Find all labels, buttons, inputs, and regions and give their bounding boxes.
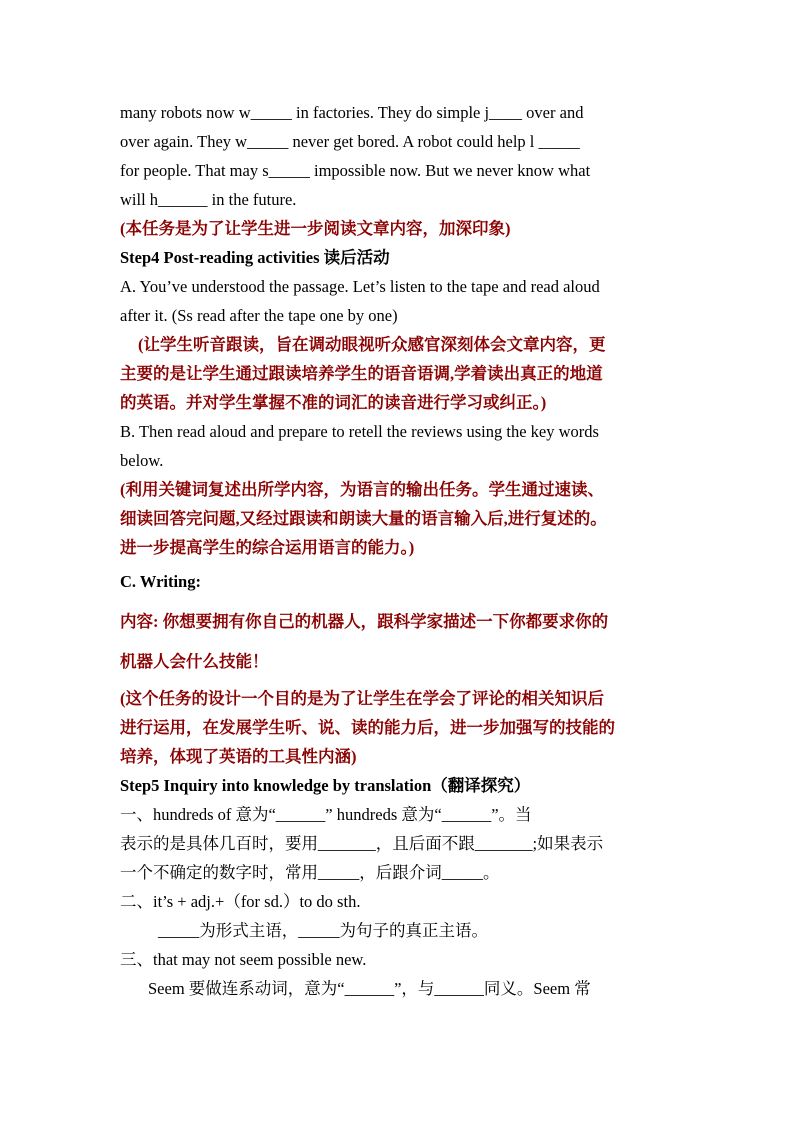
step4-a-note: 的英语。并对学生掌握不准的词汇的读音进行学习或纠正。) (120, 393, 547, 412)
document-page (120, 98, 676, 1003)
step4-b-note: 进一步提高学生的综合运用语言的能力。) (120, 538, 415, 557)
teacher-note: (本任务是为了让学生进一步阅读文章内容，加深印象) (120, 219, 511, 238)
exercise-line: many robots now w_____ in factories. They do simple j____ over and (120, 103, 584, 122)
step5-line: 三、that may not seem possible new. (120, 950, 367, 969)
exercise-passage (120, 98, 676, 243)
writing-content: 机器人会什么技能！ (120, 652, 269, 671)
step4-b-line: below. (120, 451, 164, 470)
writing-note: (这个任务的设计一个目的是为了让学生在学会了评论的相关知识后 (120, 689, 604, 708)
step4-b-note: (利用关键词复述出所学内容，为语言的输出任务。学生通过速读、 (120, 480, 604, 499)
step5-line: _____为形式主语，_____为句子的真正主语。 (158, 921, 488, 940)
step4-a-note: (让学生听音跟读，旨在调动眼视听众感官深刻体会文章内容，更 (138, 335, 606, 354)
exercise-line: for people. That may s_____ impossible now. But we never know what (120, 161, 591, 180)
step4-b-note: 细读回答完问题,又经过跟读和朗读大量的语言输入后,进行复述的。 (120, 509, 607, 528)
exercise-line: over again. They w_____ never get bored. A robot could help l _____ (120, 132, 580, 151)
step5-line: 二、it’s + adj.+（for sd.）to do sth. (120, 892, 361, 911)
step5-heading: Step5 Inquiry into knowledge by translation（翻译探究） (120, 776, 531, 795)
writing-note: 培养，体现了英语的工具性内涵) (120, 747, 357, 766)
step5-line: Seem 要做连系动词，意为“______”，与______同义。Seem 常 (148, 979, 591, 998)
writing-heading: C. Writing: (120, 572, 201, 591)
writing-note: 进行运用，在发展学生听、说、读的能力后，进一步加强写的技能的 (120, 718, 615, 737)
step4-a-note: 主要的是让学生通过跟读培养学生的语音语调,学着读出真正的地道 (120, 364, 603, 383)
step5-line: 一个不确定的数字时，常用_____，后跟介词_____。 (120, 863, 500, 882)
exercise-line: will h______ in the future. (120, 190, 297, 209)
writing-content: 内容: 你想要拥有你自己的机器人，跟科学家描述一下你都要求你的 (120, 612, 609, 631)
step4-a-line: after it. (Ss read after the tape one by one) (120, 306, 398, 325)
step5-line: 一、hundreds of 意为“______” hundreds 意为“______”。当 (120, 805, 532, 824)
step4-a-line: A. You’ve understood the passage. Let’s listen to the tape and read aloud (120, 277, 600, 296)
step5-line: 表示的是具体几百时，要用_______，且后面不跟_______;如果表示 (120, 834, 604, 853)
step4-heading: Step4 Post-reading activities 读后活动 (120, 248, 390, 267)
step4-b-line: B. Then read aloud and prepare to retell the reviews using the key words (120, 422, 599, 441)
